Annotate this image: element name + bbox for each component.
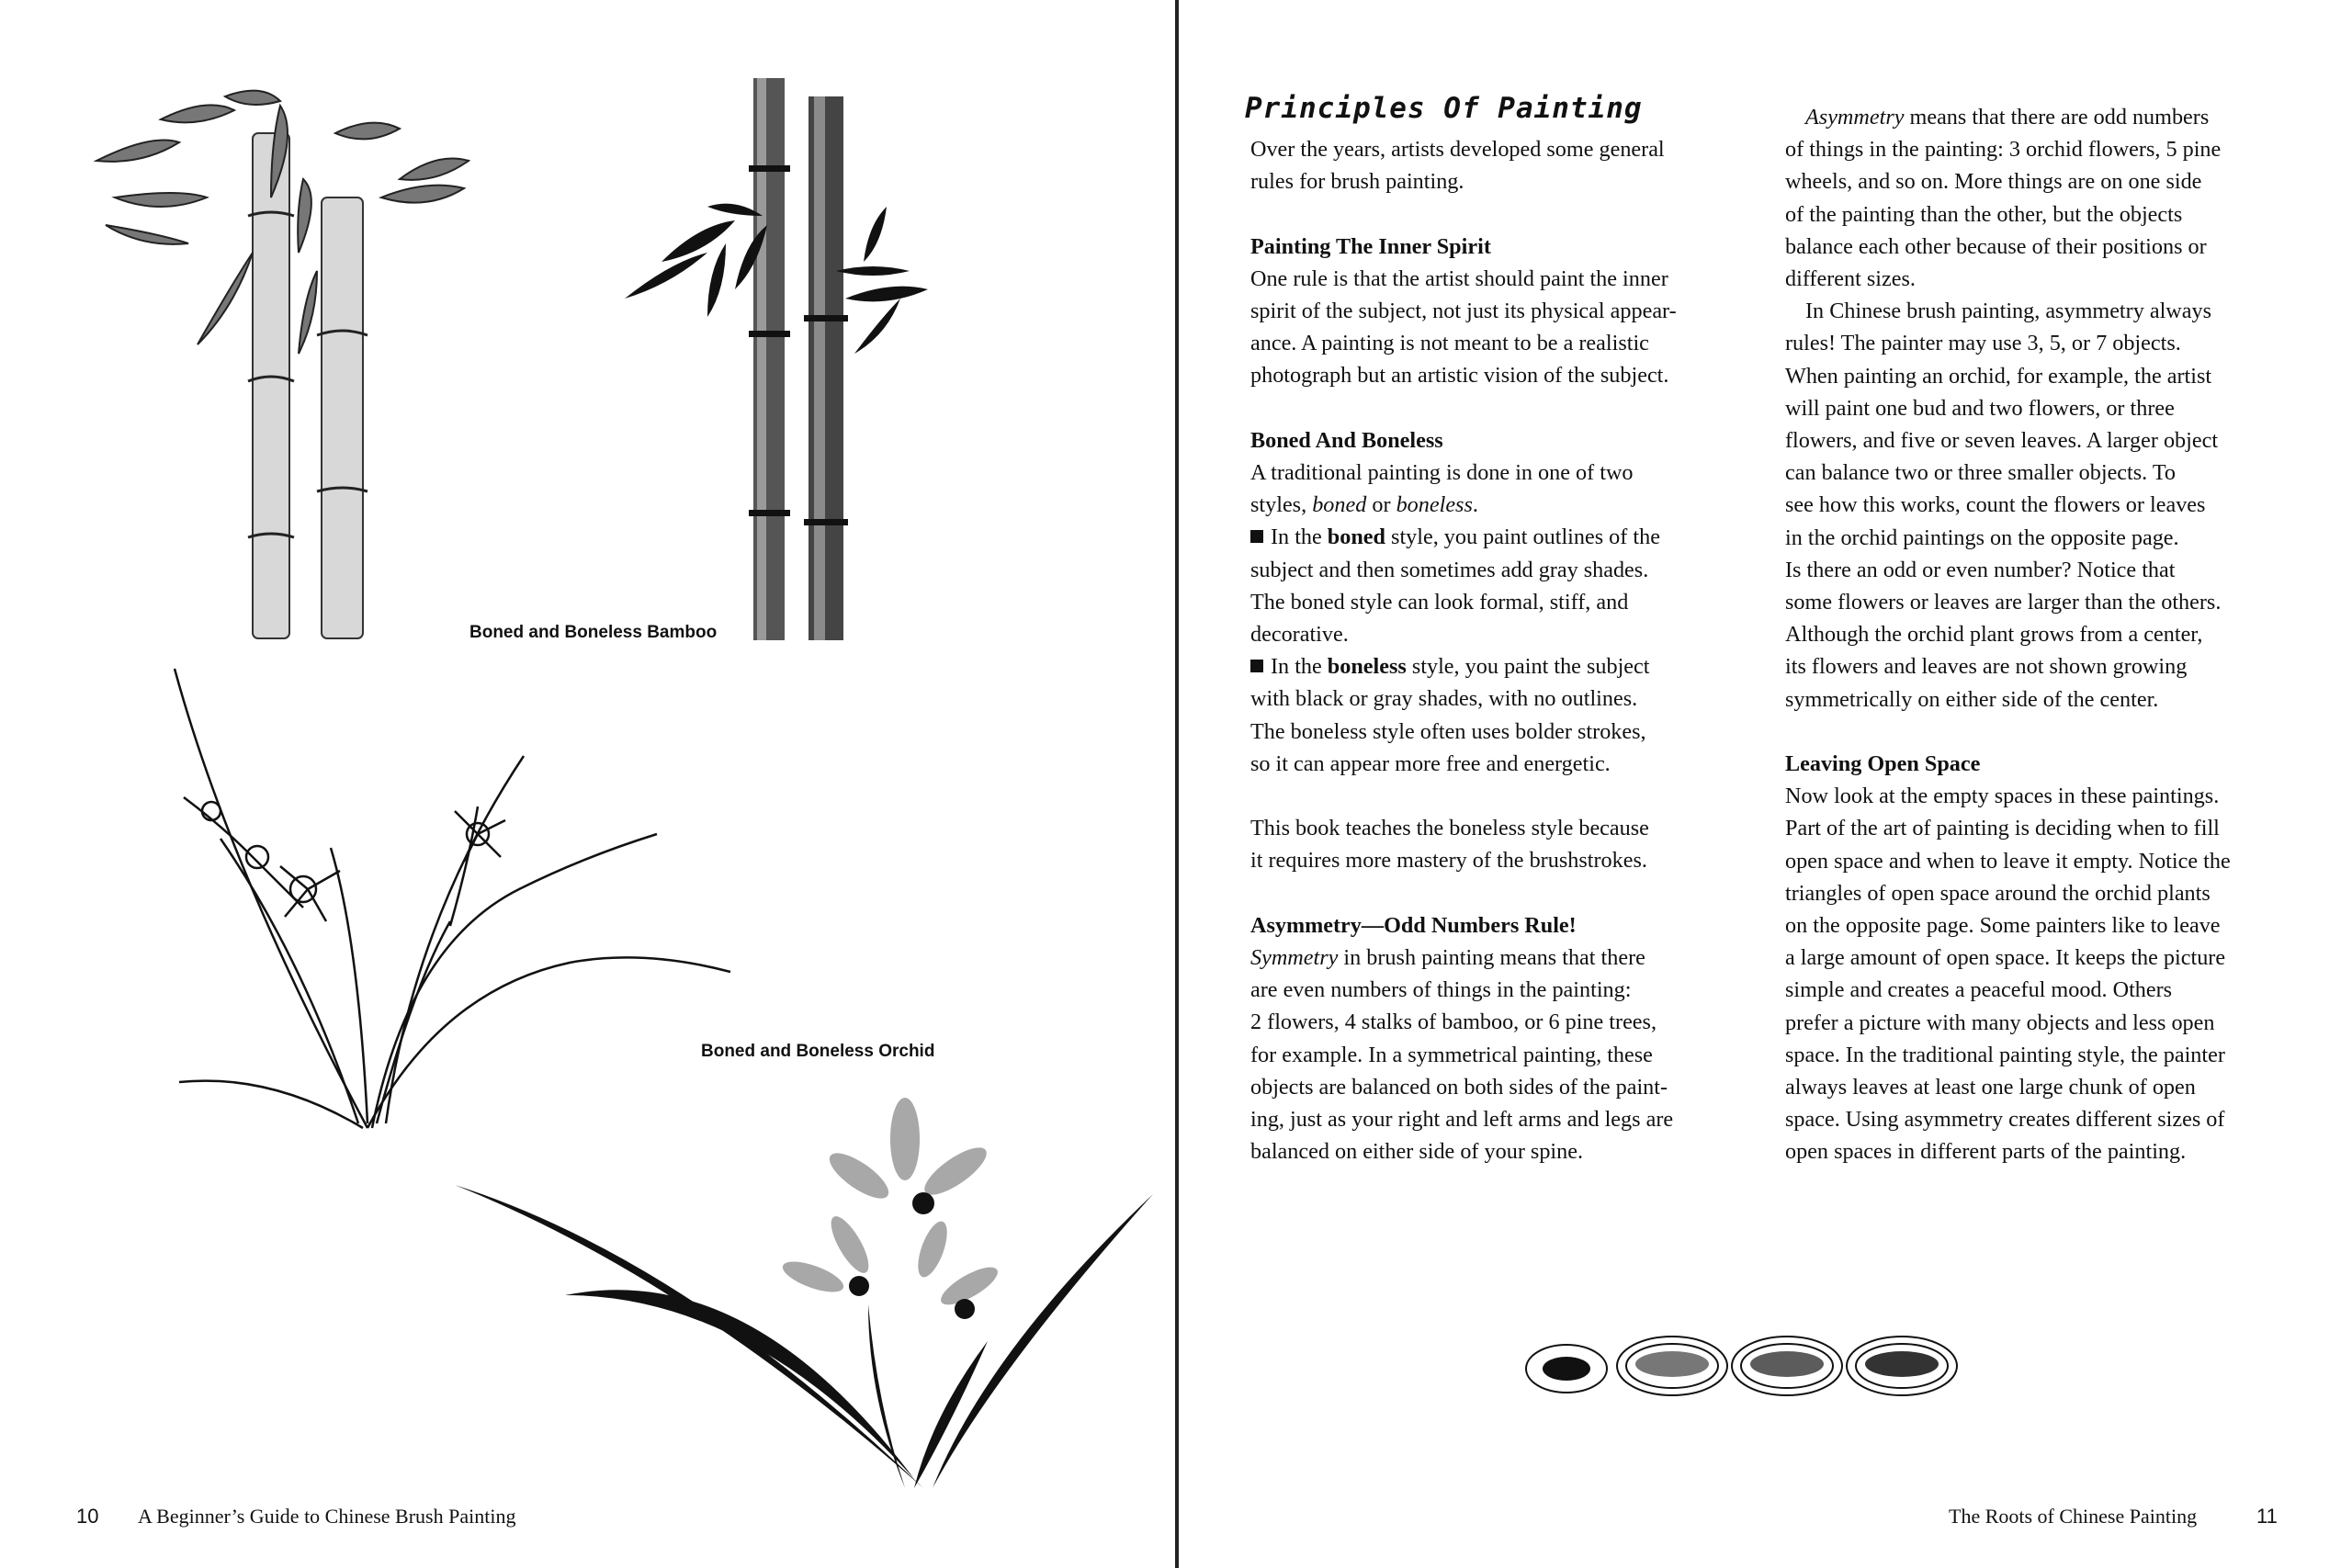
- text-line: photograph but an artistic vision of the subject.: [1250, 363, 1669, 389]
- text-line: it requires more mastery of the brushstrokes.: [1250, 848, 1647, 874]
- text-column-2: [1785, 101, 2256, 1168]
- text-line: different sizes.: [1785, 266, 1916, 292]
- text-line: This book teaches the boneless style because: [1250, 816, 1649, 841]
- text-line: Asymmetry means that there are odd numbers: [1805, 105, 2210, 130]
- text-line: flowers, and five or seven leaves. A larger object: [1785, 428, 2219, 454]
- left-running-footer: A Beginner’s Guide to Chinese Brush Painting: [138, 1505, 516, 1528]
- text-line: open spaces in different parts of the painting.: [1785, 1139, 2187, 1165]
- boned-orchid-illustration: [110, 660, 735, 1137]
- text-line: subject and then sometimes add gray shades.: [1250, 557, 1649, 582]
- text-line: simple and creates a peaceful mood. Others: [1785, 977, 2173, 1003]
- subheading-boned-boneless: Boned And Boneless: [1250, 427, 1443, 453]
- text-line: symmetrically on either side of the center.: [1785, 686, 2159, 712]
- left-page: [0, 0, 1175, 1568]
- text-line: Symmetry in brush painting means that there: [1250, 945, 1645, 971]
- text-line: spirit of the subject, not just its physical appear-: [1250, 299, 1677, 323]
- text-line: so it can appear more free and energetic.: [1250, 750, 1611, 776]
- text-line: can balance two or three smaller objects. To: [1785, 460, 2177, 486]
- text-line: One rule is that the artist should paint the inner: [1250, 265, 1668, 291]
- text-line: balance each other because of their positions or: [1785, 233, 2207, 259]
- ink-bowls-illustration: [1525, 1327, 1966, 1410]
- text-line: The boneless style often uses bolder strokes,: [1250, 718, 1646, 744]
- caption-bamboo: Boned and Boneless Bamboo: [469, 623, 718, 642]
- text-line: wheels, and so on. More things are on one side: [1785, 169, 2202, 195]
- text-line: When painting an orchid, for example, the artist: [1785, 363, 2212, 389]
- text-line: triangles of open space around the orchid plants: [1785, 880, 2211, 906]
- text-line: of the painting than the other, but the objects: [1785, 201, 2183, 227]
- text-line: with black or gray shades, with no outlines.: [1250, 686, 1638, 712]
- subheading-asymmetry: Asymmetry—Odd Numbers Rule!: [1250, 912, 1577, 938]
- text-line: Is there an odd or even number? Notice that: [1785, 557, 2176, 582]
- text-line: ance. A painting is not meant to be a realistic: [1250, 331, 1649, 356]
- bullet-square-icon: [1250, 660, 1263, 672]
- text-line: prefer a picture with many objects and less open: [1785, 1010, 2215, 1035]
- text-line: balanced on either side of your spine.: [1250, 1139, 1584, 1165]
- bullet-boned: In the boned style, you paint outlines of the: [1250, 521, 1721, 553]
- text-line: ing, just as your right and left arms and legs are: [1250, 1107, 1674, 1133]
- text-line: space. Using asymmetry creates different sizes of: [1785, 1107, 2225, 1133]
- text-line: decorative.: [1250, 622, 1349, 648]
- text-line: 2 flowers, 4 stalks of bamboo, or 6 pine trees,: [1250, 1010, 1657, 1035]
- text-line: styles, boned or boneless.: [1250, 492, 1478, 518]
- boneless-orchid-illustration: [455, 1084, 1153, 1506]
- text-line: Although the orchid plant grows from a center,: [1785, 622, 2203, 648]
- text-line: in the orchid paintings on the opposite page.: [1785, 525, 2179, 550]
- text-line: its flowers and leaves are not shown growing: [1785, 654, 2188, 680]
- text-line: some flowers or leaves are larger than the others.: [1785, 590, 2222, 615]
- text-line: Over the years, artists developed some general: [1250, 137, 1665, 162]
- right-page-number: 11: [2256, 1505, 2278, 1528]
- text-line: Now look at the empty spaces in these paintings.: [1785, 784, 2220, 809]
- section-title: Principles Of Painting: [1245, 92, 1643, 125]
- text-line: will paint one bud and two flowers, or three: [1785, 395, 2175, 421]
- boned-bamboo-illustration: [87, 78, 482, 640]
- text-column-1: [1250, 133, 1721, 1168]
- caption-orchid: Boned and Boneless Orchid: [701, 1042, 935, 1061]
- right-running-footer: The Roots of Chinese Painting: [1949, 1505, 2198, 1528]
- text-line: of things in the painting: 3 orchid flowers, 5 pine: [1785, 137, 2222, 163]
- text-line: The boned style can look formal, stiff, and: [1250, 589, 1629, 615]
- bullet-square-icon: [1250, 530, 1263, 543]
- text-line: are even numbers of things in the painting:: [1250, 977, 1632, 1003]
- text-line: rules! The painter may use 3, 5, or 7 objects.: [1785, 331, 2181, 356]
- text-line: Part of the art of painting is deciding when to fill: [1785, 816, 2220, 841]
- text-line: A traditional painting is done in one of two: [1250, 460, 1634, 485]
- subheading-open-space: Leaving Open Space: [1785, 751, 1981, 777]
- text-line: always leaves at least one large chunk of open: [1785, 1075, 2196, 1100]
- bullet-boneless: In the boneless style, you paint the subject: [1250, 650, 1721, 682]
- text-line: on the opposite page. Some painters like to leave: [1785, 913, 2221, 939]
- left-page-number: 10: [76, 1505, 99, 1528]
- text-line: open space and when to leave it empty. Notice the: [1785, 848, 2231, 874]
- text-line: for example. In a symmetrical painting, these: [1250, 1042, 1653, 1067]
- text-line: see how this works, count the flowers or leaves: [1785, 492, 2206, 518]
- boneless-bamboo-illustration: [625, 78, 937, 640]
- text-line: space. In the traditional painting style, the painter: [1785, 1042, 2225, 1067]
- text-line: a large amount of open space. It keeps the picture: [1785, 945, 2226, 971]
- text-line: objects are balanced on both sides of the paint-: [1250, 1074, 1668, 1100]
- subheading-inner-spirit: Painting The Inner Spirit: [1250, 233, 1491, 259]
- text-line: In Chinese brush painting, asymmetry always: [1805, 299, 2212, 324]
- text-line: rules for brush painting.: [1250, 169, 1464, 195]
